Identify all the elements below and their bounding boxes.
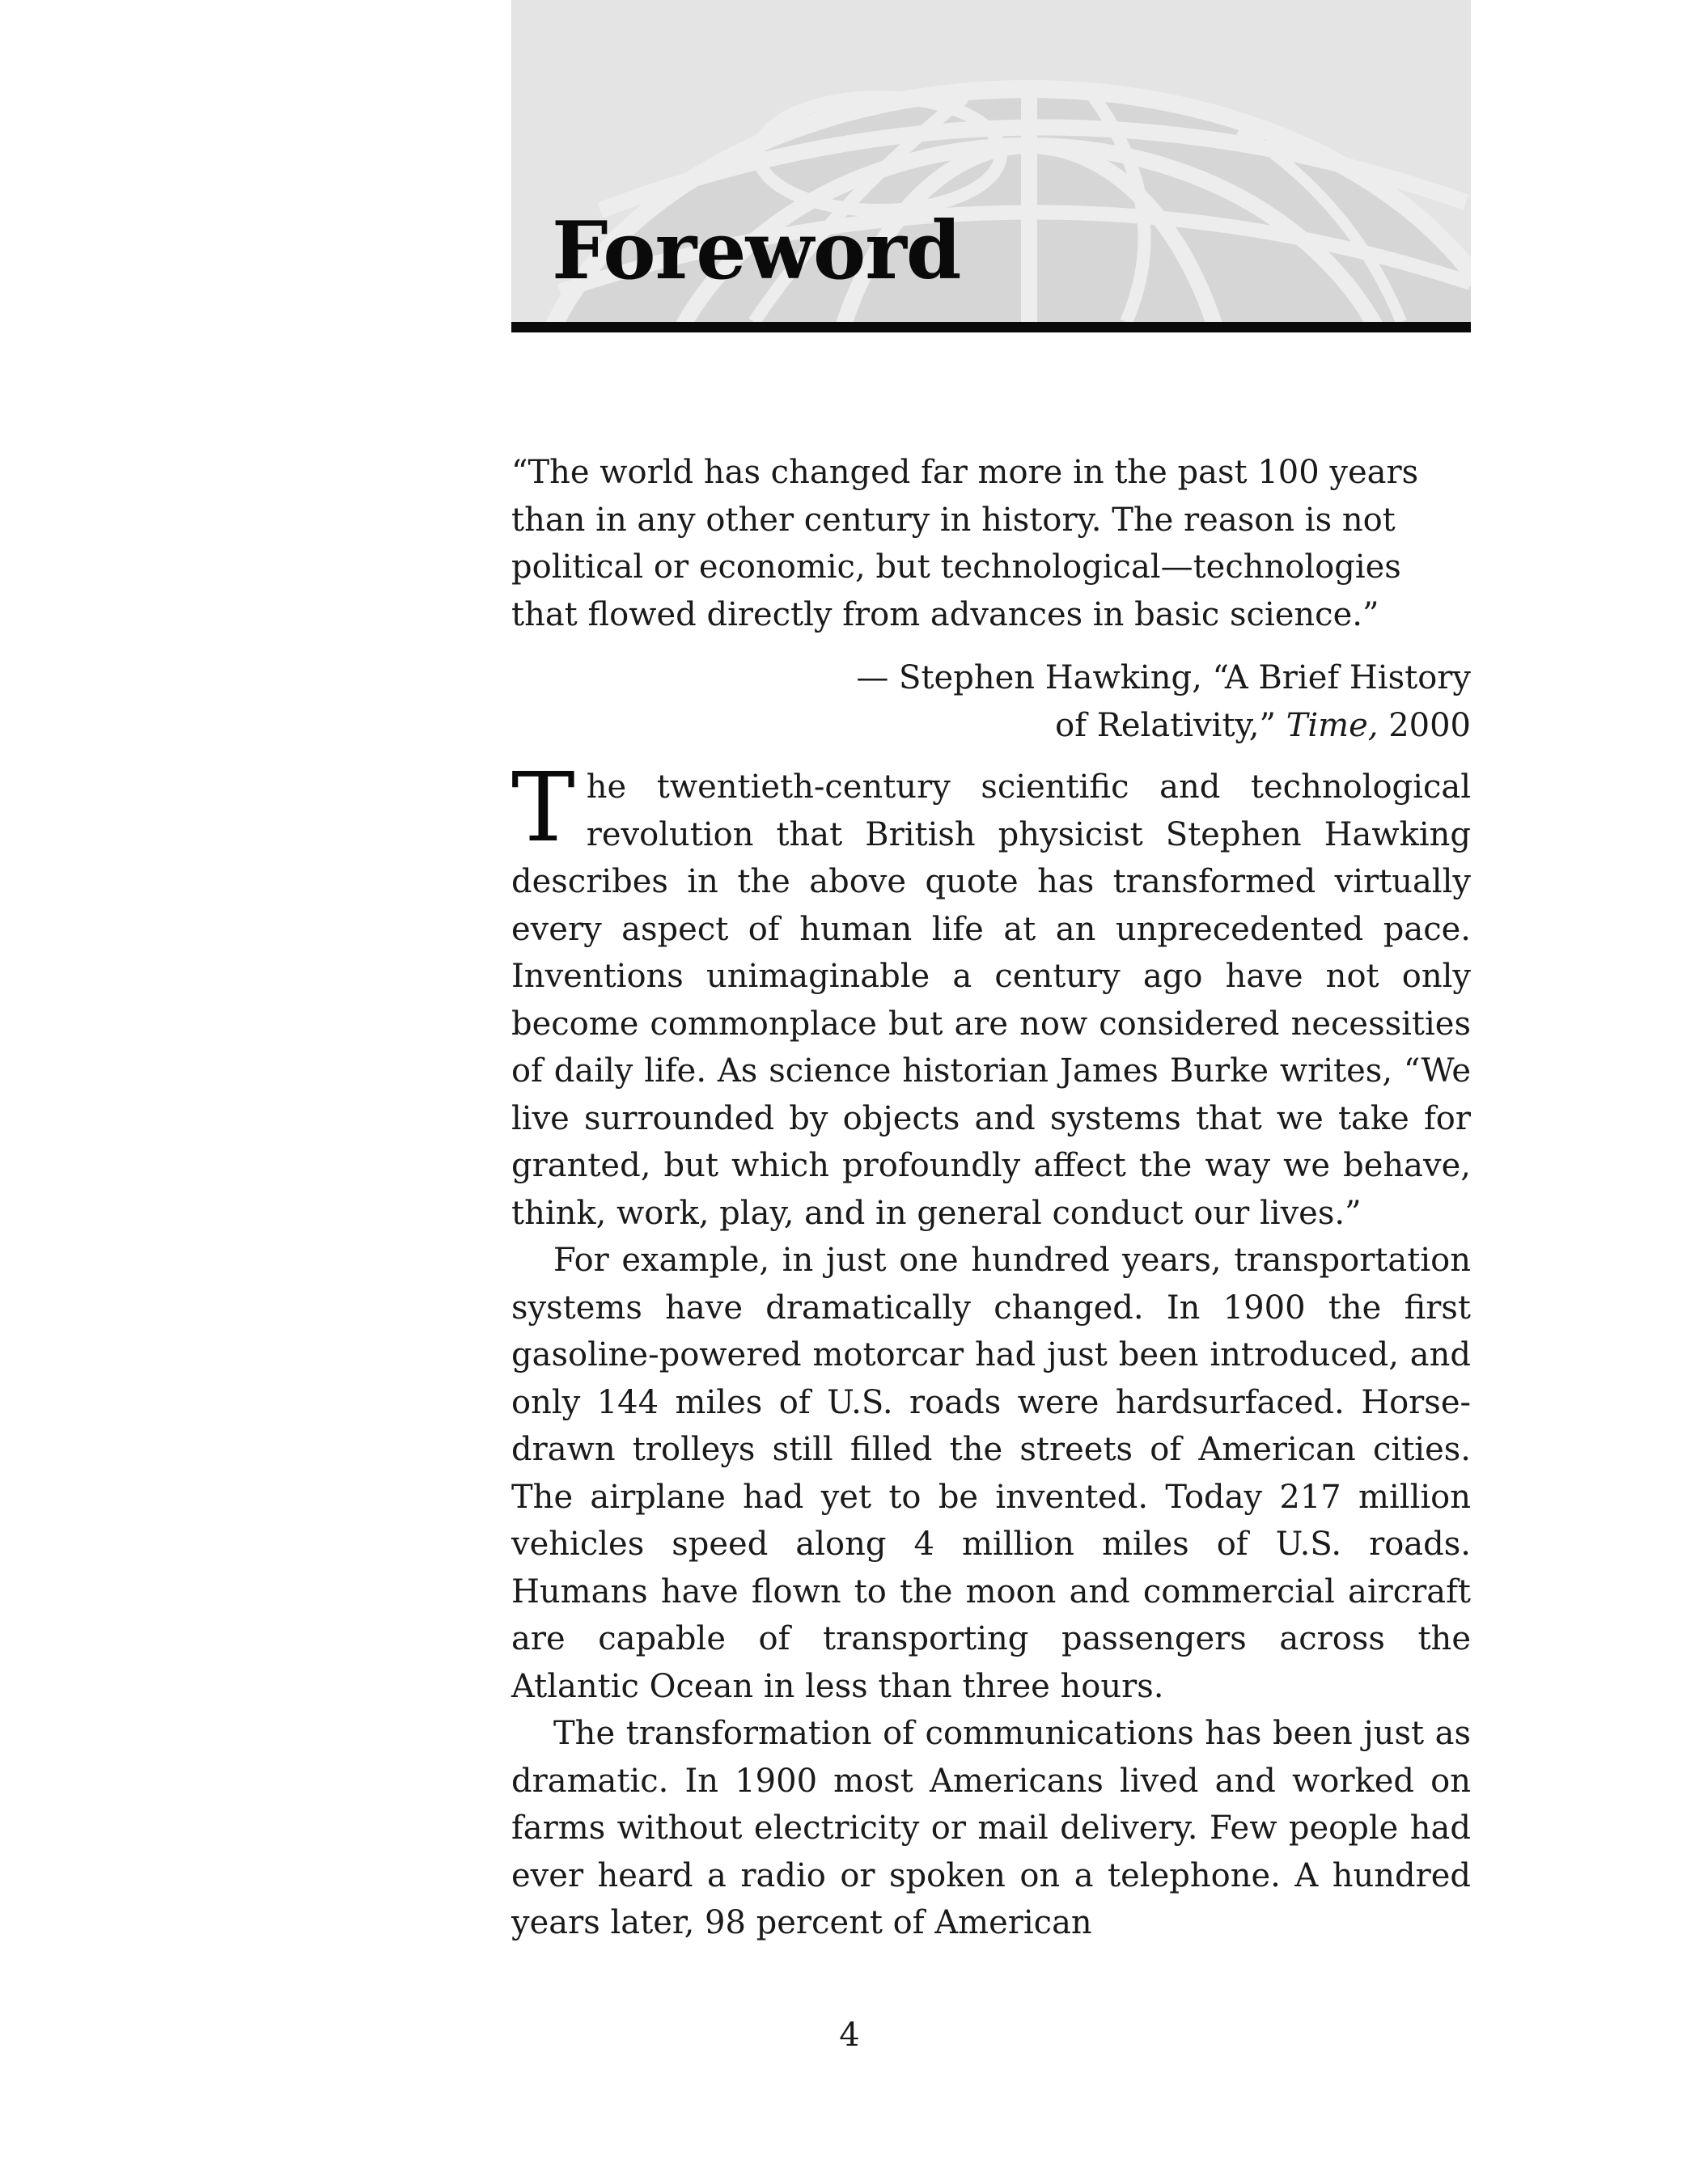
body-text: [511, 751, 1471, 1947]
paragraph-1-text: he twentieth-century scientific and technological revolution that British physicist Stephen Hawking describes in the above quote has transformed virtually every aspect of human life at an unprecedented pace. Inventions unimaginable a century ago have not only become commonplace but are now considered necessities of daily life. As science historian James Burke writes, “We live surrounded by objects and systems that we take for granted, but which profoundly affect the way we behave, think, work, play, and in general conduct our lives.”: [511, 768, 1471, 1232]
epigraph-attribution: [511, 654, 1471, 749]
text-column: [511, 449, 1471, 1947]
chapter-title: Foreword: [552, 205, 961, 298]
paragraph-3: The transformation of communications has been just as dramatic. In 1900 most Americans lived and worked on farms without electricity or mail delivery. Few people had ever heard a radio or spoken on a telephone. A hundred years later, 98 percent of American: [511, 1715, 1471, 1941]
paragraph-2: For example, in just one hundred years, transportation systems have dramatically changed. In 1900 the first gasoline-powered motorcar had just been introduced, and only 144 miles of U.S. roads were hardsurfaced. Horse-drawn trolleys still filled the streets of American cities. The airplane had yet to be invented. Today 217 million vehicles speed along 4 million miles of U.S. roads. Humans have flown to the moon and commercial aircraft are capable of transporting passengers across the Atlantic Ocean in less than three hours.: [511, 1242, 1471, 1705]
attribution-year: 2000: [1378, 706, 1471, 744]
page-number: 4: [839, 2017, 860, 2054]
paragraph-1: [511, 751, 1471, 1237]
epigraph-quote: “The world has changed far more in the past 100 years than in any other century in history. The reason is not political or economic, but technological—technologies that flowed directly from advances in basic science.”: [511, 454, 1419, 633]
attribution-source: Time,: [1286, 706, 1379, 744]
attribution-line-1: — Stephen Hawking, “A Brief History: [856, 659, 1471, 696]
attribution-line-2-prefix: of Relativity,”: [1055, 706, 1286, 744]
drop-cap: T: [511, 751, 575, 863]
title-rule: [511, 322, 1471, 332]
